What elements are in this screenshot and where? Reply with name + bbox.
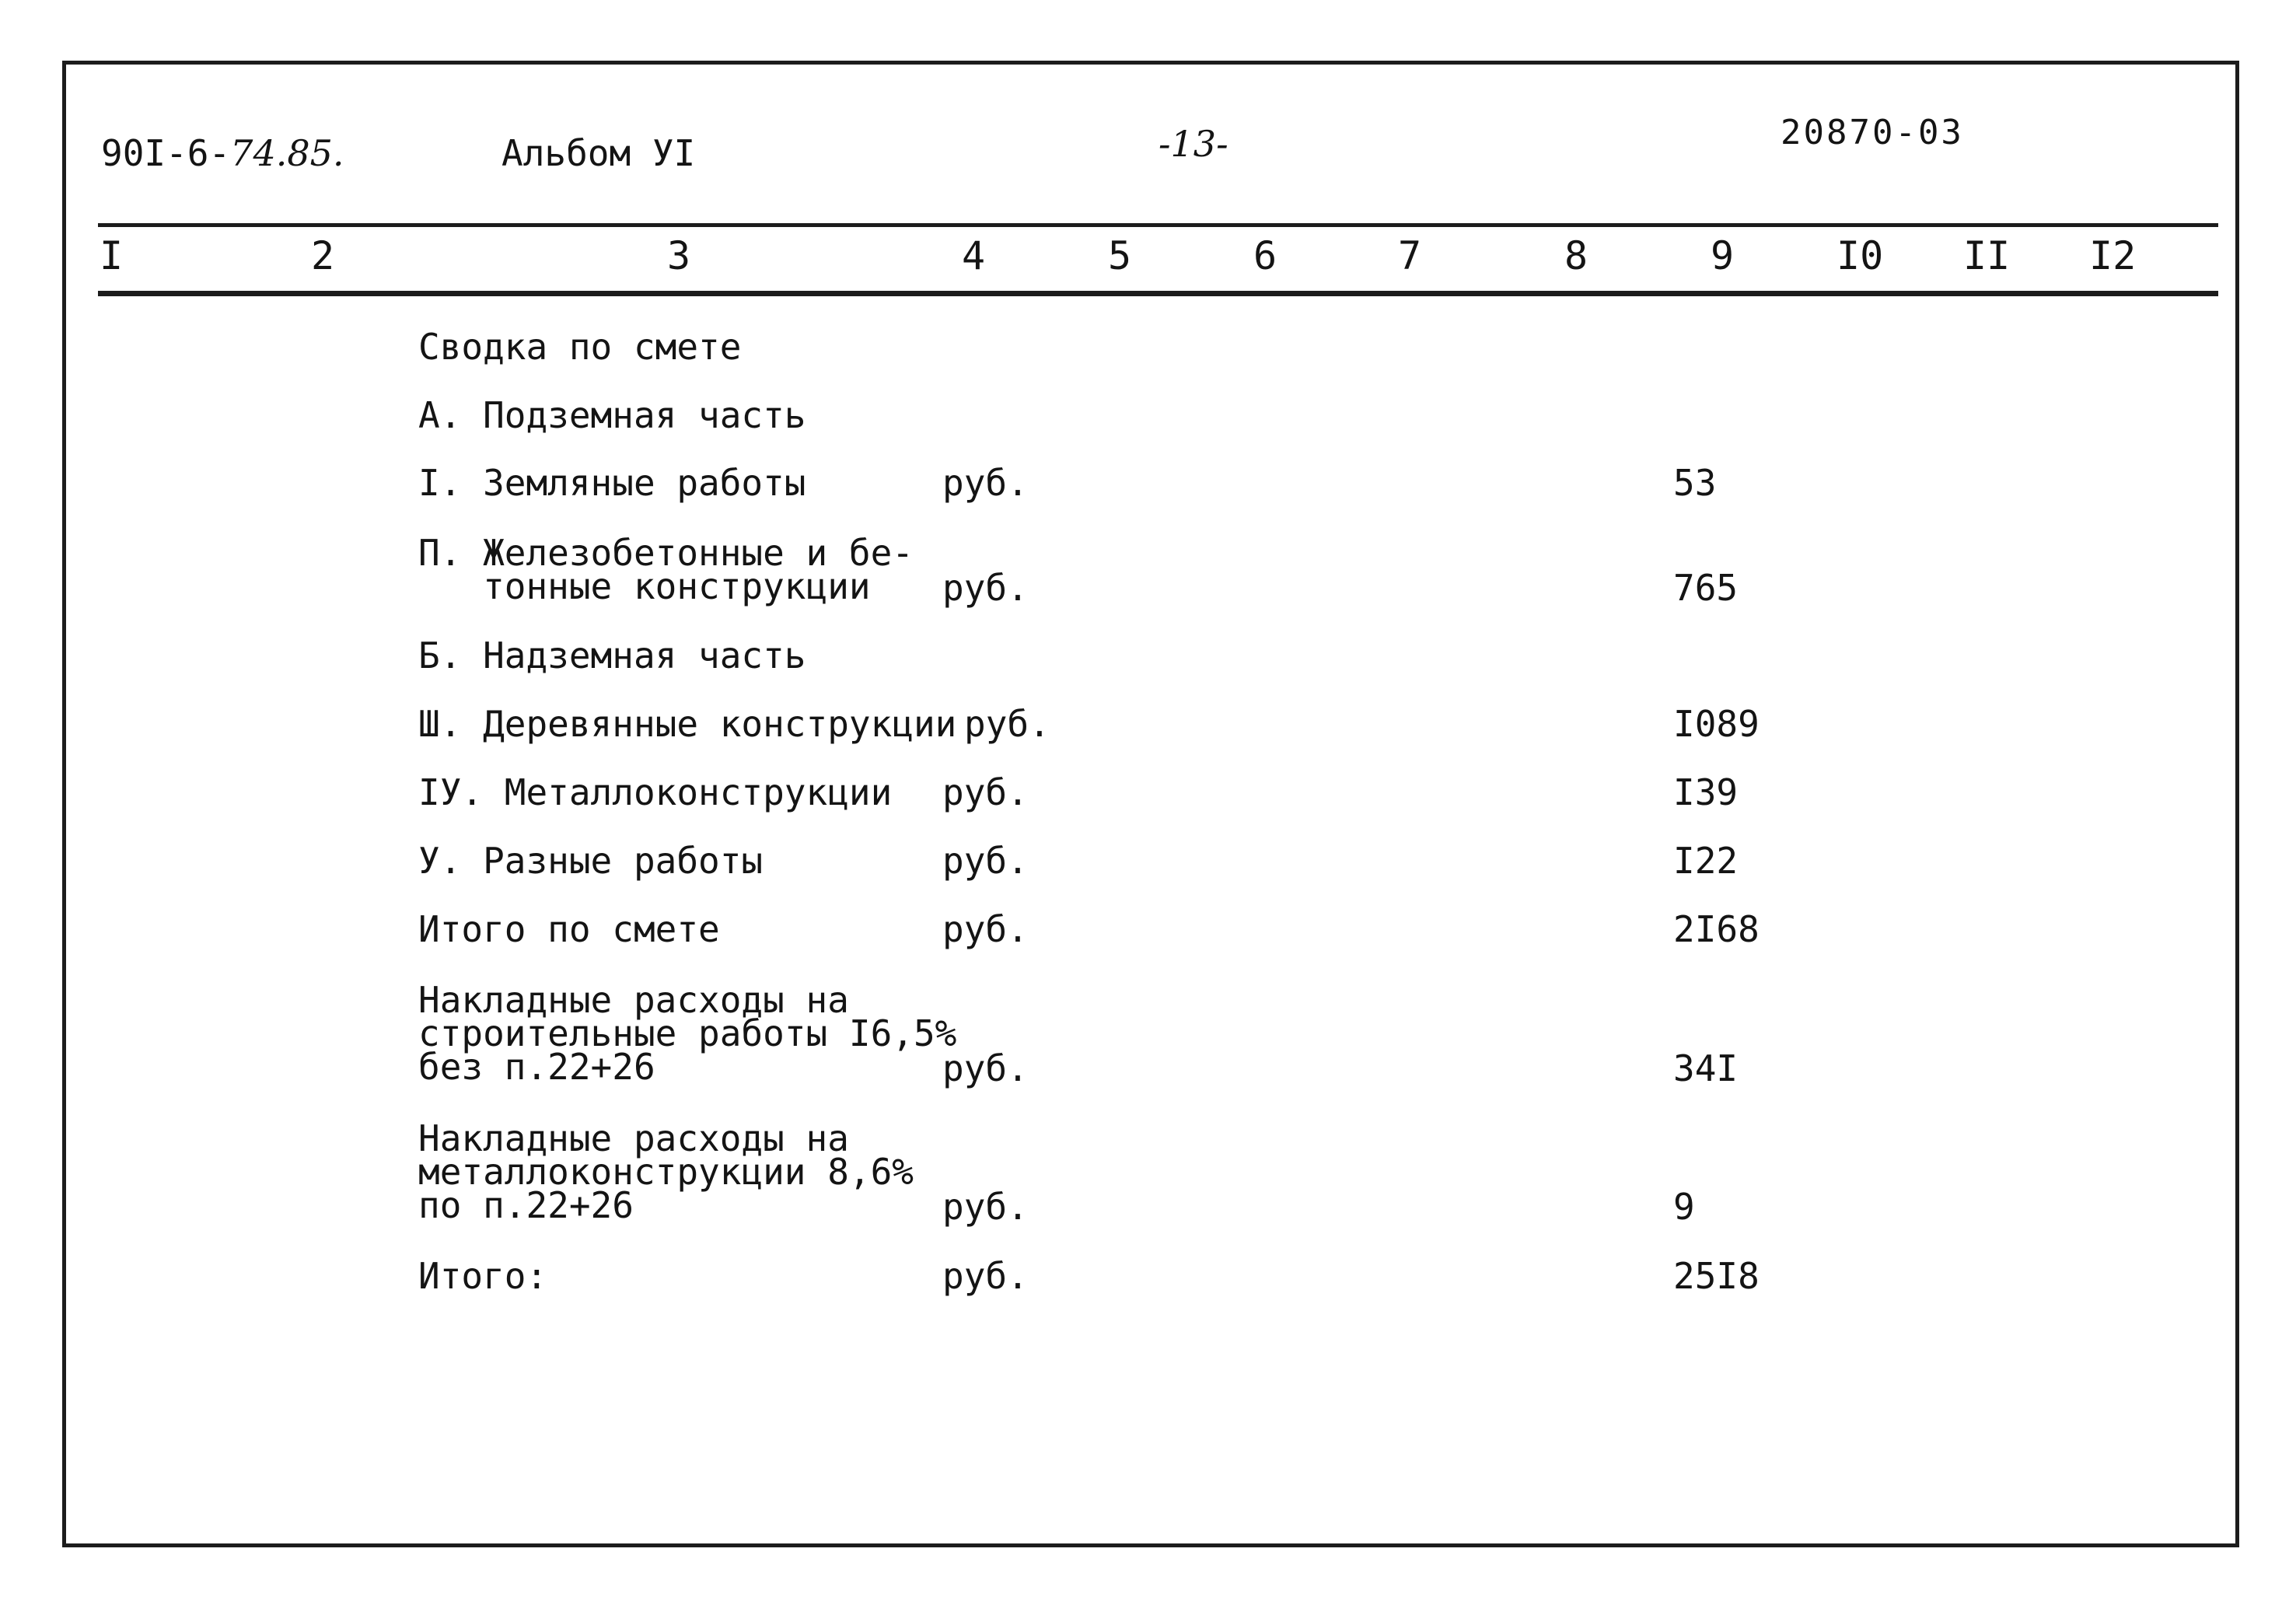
row-description: I. Земляные работы bbox=[418, 462, 806, 504]
column-number: 6 bbox=[1253, 233, 1277, 278]
column-number: I0 bbox=[1836, 233, 1884, 278]
header-top-rule bbox=[98, 223, 2218, 227]
row-description: Накладные расходы на bbox=[418, 979, 849, 1021]
row-description: Сводка по смете bbox=[418, 326, 742, 368]
column-number: 8 bbox=[1564, 233, 1588, 278]
page-number: -13- bbox=[1158, 123, 1228, 165]
document-code-handwritten: 74.85. bbox=[230, 132, 344, 174]
row-unit: руб. bbox=[942, 567, 1029, 609]
column-number: 3 bbox=[667, 233, 691, 278]
row-description: строительные работы I6,5% bbox=[418, 1012, 957, 1054]
row-description: Накладные расходы на bbox=[418, 1117, 849, 1159]
row-description: IУ. Металлоконструкции bbox=[418, 771, 893, 813]
row-value: 25I8 bbox=[1673, 1255, 1760, 1297]
row-unit: руб. bbox=[964, 703, 1050, 745]
document-code-prefix: 90I-6- bbox=[101, 132, 231, 174]
column-number: I bbox=[100, 233, 124, 278]
row-description: Б. Надземная часть bbox=[418, 634, 806, 676]
row-unit: руб. bbox=[942, 840, 1029, 882]
row-description: Ш. Деревянные конструкции bbox=[418, 703, 957, 745]
column-number: 7 bbox=[1398, 233, 1422, 278]
document-code bbox=[101, 132, 344, 174]
row-description: П. Железобетонные и бе- bbox=[418, 532, 914, 574]
column-number: 9 bbox=[1711, 233, 1735, 278]
row-value: 765 bbox=[1673, 567, 1739, 609]
row-value: I39 bbox=[1673, 771, 1739, 813]
column-number: 5 bbox=[1108, 233, 1132, 278]
row-unit: руб. bbox=[942, 771, 1029, 813]
row-value: 34I bbox=[1673, 1047, 1739, 1089]
row-description: Итого: bbox=[418, 1255, 548, 1297]
row-unit: руб. bbox=[942, 908, 1029, 950]
row-description: А. Подземная часть bbox=[418, 394, 806, 436]
row-unit: руб. bbox=[942, 1047, 1029, 1089]
row-description: металлоконструкции 8,6% bbox=[418, 1151, 914, 1193]
page-frame bbox=[62, 61, 2239, 1547]
row-description: без п.22+26 bbox=[418, 1046, 655, 1088]
row-description: тонные конструкции bbox=[418, 565, 871, 607]
row-unit: руб. bbox=[942, 1186, 1029, 1228]
row-description: по п.22+26 bbox=[418, 1184, 634, 1226]
row-description: Итого по смете bbox=[418, 908, 720, 950]
row-value: I089 bbox=[1673, 703, 1760, 745]
column-number: 4 bbox=[962, 233, 986, 278]
row-unit: руб. bbox=[942, 462, 1029, 504]
column-number: I2 bbox=[2089, 233, 2137, 278]
header-bottom-rule bbox=[98, 291, 2218, 296]
row-value: 9 bbox=[1673, 1186, 1695, 1228]
row-unit: руб. bbox=[942, 1255, 1029, 1297]
row-value: 2I68 bbox=[1673, 908, 1760, 950]
row-value: I22 bbox=[1673, 840, 1739, 882]
column-number: 2 bbox=[311, 233, 335, 278]
document-number: 20870-03 bbox=[1781, 113, 1964, 152]
row-value: 53 bbox=[1673, 462, 1717, 504]
row-description: У. Разные работы bbox=[418, 840, 764, 882]
column-number: II bbox=[1963, 233, 2011, 278]
album-label: Альбом УI bbox=[501, 132, 696, 174]
